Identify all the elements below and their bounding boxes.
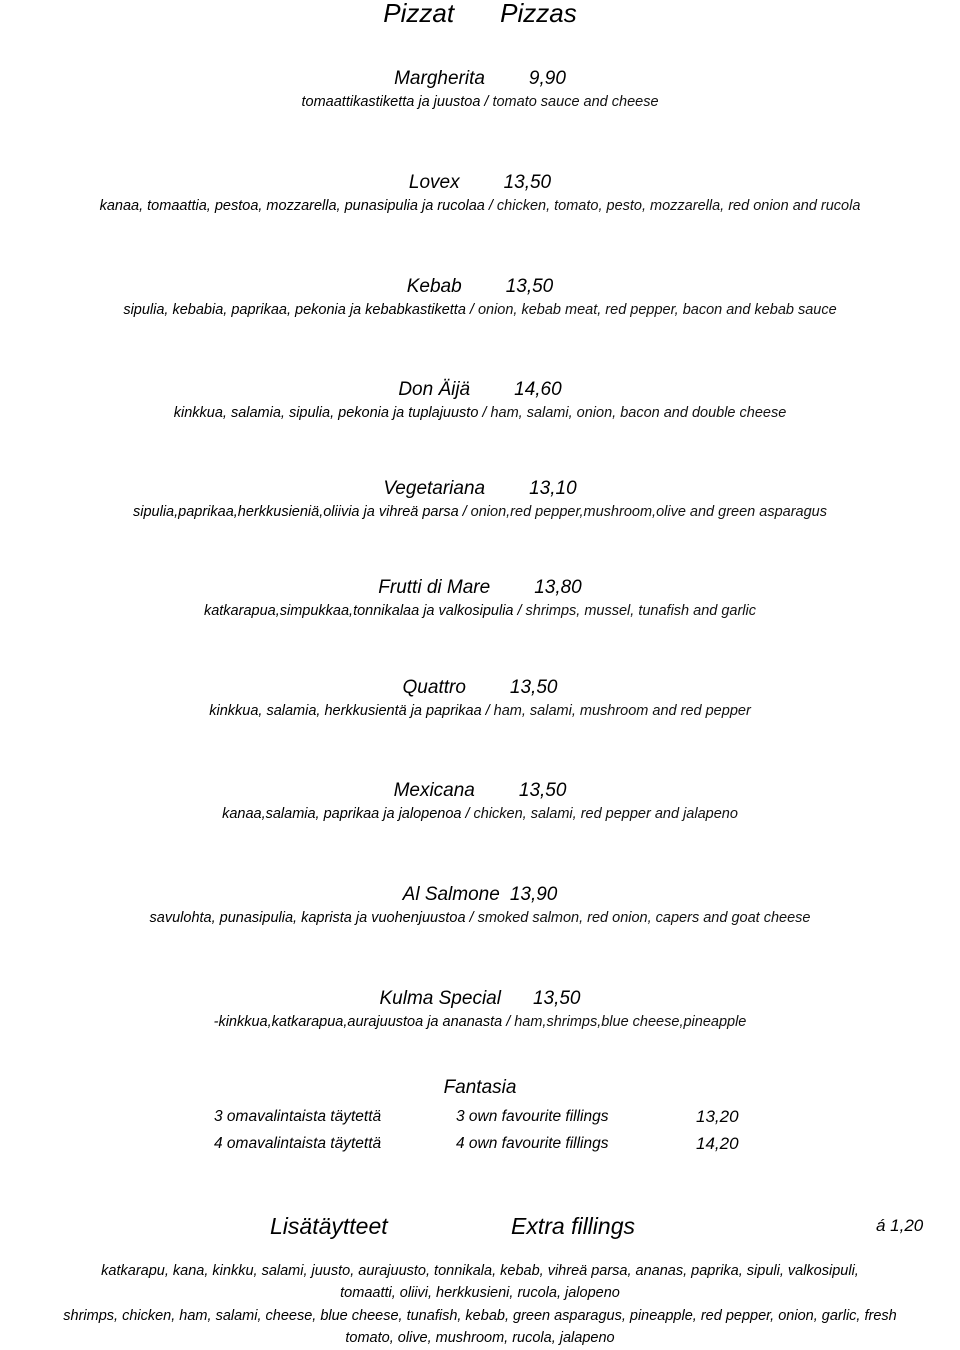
extras-list-fi-line2: tomaatti, oliivi, herkkusieni, rucola, jalopeno: [340, 1285, 620, 1301]
pizza-desc-en: tomato sauce and cheese: [492, 94, 659, 110]
pizza-name: Lovex: [408, 172, 460, 193]
extras-title-en: Extra fillings: [511, 1213, 635, 1239]
fantasia-en: 3 own favourite fillings: [456, 1108, 609, 1125]
pizza-desc-fi: katkarapua,simpukkaa,tonnikalaa ja valkosipulia: [203, 603, 514, 619]
extras-list-fi-line1: katkarapu, kana, kinkku, salami, juusto, aurajuusto, tonnikala, kebab, vihreä parsa, ananas, paprika, sipuli, valkosipuli,: [101, 1263, 859, 1279]
fantasia-row: [0, 1106, 960, 1128]
pizza-price: 13,50: [503, 172, 552, 193]
pizza-desc-fi: -kinkkua,katkarapua,aurajuustoa ja ananasta: [213, 1014, 503, 1030]
pizza-price: 13,10: [529, 478, 577, 499]
pizza-item: Vegetariana 13,10 sipulia,paprikaa,herkkusieniä,oliivia ja vihreä parsa / onion,red pepper,mushroom,olive and green asparagus: [133, 478, 827, 520]
pizza-name: Mexicana: [393, 780, 475, 801]
pizza-desc-fi: tomaattikastiketta ja juustoa: [301, 94, 481, 110]
pizza-name: Frutti di Mare: [378, 577, 491, 598]
pizza-price: 13,90: [509, 884, 558, 905]
pizza-name: Kulma Special: [379, 988, 501, 1009]
pizza-desc-fi: kinkkua, salamia, sipulia, pekonia ja tuplajuusto: [173, 405, 479, 421]
pizza-item: Quattro 13,50 kinkkua, salamia, herkkusientä ja paprikaa / ham, salami, mushroom and red pepper: [209, 677, 751, 719]
pizza-item: Lovex 13,50 kanaa, tomaattia, pestoa, mozzarella, punasipulia ja rucolaa / chicken, tomato, pesto, mozzarella, red onion and rucola: [99, 172, 861, 214]
pizza-desc-en: onion, kebab meat, red pepper, bacon and kebab sauce: [477, 302, 837, 318]
extras-list-en: [0, 1305, 960, 1349]
fantasia-en: 4 own favourite fillings: [456, 1135, 609, 1152]
pizza-desc-en: ham, salami, mushroom and red pepper: [493, 703, 751, 719]
extras-list-en-line2: tomato, olive, mushroom, rucola, jalapeno: [345, 1330, 615, 1346]
pizza-desc-fi: sipulia,paprikaa,herkkusieniä,oliivia ja vihreä parsa: [133, 504, 459, 520]
pizza-desc-fi: kanaa,salamia, paprikaa ja jalopenoa: [222, 806, 462, 822]
pizza-price: 13,50: [518, 780, 567, 801]
pizza-item: Kebab 13,50 sipulia, kebabia, paprikaa, pekonia ja kebabkastiketta / onion, kebab meat, red pepper, bacon and kebab sauce: [123, 276, 837, 318]
pizza-item: Margherita 9,90 tomaattikastiketta ja juustoa / tomato sauce and cheese: [301, 68, 659, 110]
extras-list-fi: [0, 1260, 960, 1304]
fantasia-title: Fantasia: [443, 1077, 517, 1098]
fantasia-fi: 4 omavalintaista täytettä: [214, 1135, 382, 1152]
fantasia-price: 14,20: [696, 1134, 739, 1153]
pizza-desc-en: smoked salmon, red onion, capers and goat cheese: [477, 910, 811, 926]
pizza-desc-en: ham,shrimps,blue cheese,pineapple: [514, 1014, 747, 1030]
fantasia-price: 13,20: [696, 1107, 739, 1126]
pizza-name: Margherita: [394, 68, 485, 89]
pizza-item: Frutti di Mare 13,80 katkarapua,simpukkaa,tonnikalaa ja valkosipulia / shrimps, mussel, tunafish and garlic: [203, 577, 757, 619]
pizza-name: Don Äijä: [398, 379, 471, 400]
pizza-item: Kulma Special 13,50 -kinkkua,katkarapua,aurajuustoa ja ananasta / ham,shrimps,blue cheese,pineapple: [213, 988, 747, 1030]
pizza-desc-fi: kanaa, tomaattia, pestoa, mozzarella, punasipulia ja rucolaa: [99, 198, 485, 214]
pizza-desc-en: onion,red pepper,mushroom,olive and green asparagus: [470, 504, 827, 520]
extras-header: [0, 1210, 960, 1242]
pizza-desc-en: ham, salami, onion, bacon and double cheese: [490, 405, 787, 421]
pizza-desc-en: shrimps, mussel, tunafish and garlic: [525, 603, 757, 619]
pizza-price: 13,50: [509, 677, 558, 698]
extras-list-en-line1: shrimps, chicken, ham, salami, cheese, blue cheese, tunafish, kebab, green asparagus, pineapple, red pepper, onion, garlic, fresh: [63, 1308, 897, 1324]
pizza-item: Al Salmone 13,90 savulohta, punasipulia, kaprista ja vuohenjuustoa / smoked salmon, red onion, capers and goat cheese: [149, 884, 811, 926]
pizza-item: Don Äijä 14,60 kinkkua, salamia, sipulia, pekonia ja tuplajuusto / ham, salami, onion, bacon and double cheese: [173, 379, 787, 421]
pizza-price: 13,50: [505, 276, 554, 297]
pizza-price: 9,90: [528, 68, 566, 89]
pizza-name: Al Salmone: [402, 884, 500, 905]
pizza-desc-en: chicken, tomato, pesto, mozzarella, red onion and rucola: [496, 198, 861, 214]
fantasia-fi: 3 omavalintaista täytettä: [214, 1108, 382, 1125]
extras-price: á 1,20: [876, 1216, 924, 1235]
menu-title: [0, 0, 960, 26]
pizza-name: Vegetariana: [383, 478, 486, 499]
pizza-desc-fi: sipulia, kebabia, paprikaa, pekonia ja kebabkastiketta: [123, 302, 466, 318]
pizza-name: Quattro: [402, 677, 466, 698]
pizza-price: 13,80: [534, 577, 582, 598]
pizza-name: Kebab: [406, 276, 462, 297]
menu-title-fi: Pizzat: [383, 0, 455, 28]
pizza-price: 13,50: [532, 988, 581, 1009]
menu-title-en: Pizzas: [500, 0, 577, 28]
pizza-desc-fi: savulohta, punasipulia, kaprista ja vuohenjuustoa: [149, 910, 466, 926]
pizza-item: Mexicana 13,50 kanaa,salamia, paprikaa ja jalopenoa / chicken, salami, red pepper and jalapeno: [222, 780, 738, 822]
extras-title-fi: Lisätäytteet: [270, 1213, 388, 1239]
pizza-price: 14,60: [514, 379, 562, 400]
pizza-desc-fi: kinkkua, salamia, herkkusientä ja paprikaa: [209, 703, 482, 719]
fantasia-row: [0, 1133, 960, 1155]
pizza-desc-en: chicken, salami, red pepper and jalapeno: [473, 806, 738, 822]
